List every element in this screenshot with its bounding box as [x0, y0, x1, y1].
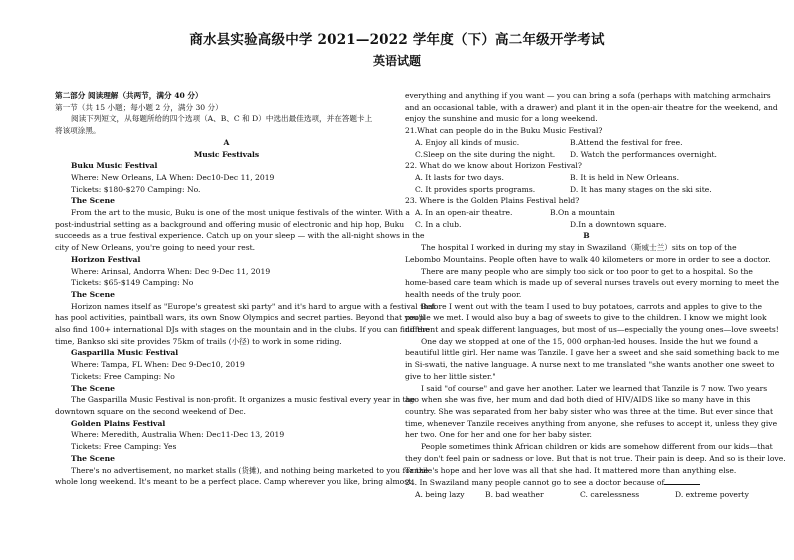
- choice-a: A. Enjoy all kinds of music.: [415, 137, 520, 147]
- scene-line: downtown square on the second weekend of Dec.: [55, 406, 246, 416]
- choice-row: [405, 137, 768, 149]
- choice-row: [405, 489, 768, 501]
- choice-b: B.Attend the festival for free.: [570, 137, 683, 147]
- festival-where: Where: Arinsal, Andorra When: Dec 9-Dec 11, 2019: [71, 266, 271, 276]
- continuation-line: and an occasional table, with a drawer) and plant it in the open-air theatre for the weekend, and: [405, 102, 778, 112]
- choice-row: [405, 219, 768, 231]
- passage-line: Lebombo Mountains. People often have to walk 40 kilometers or more in order to see a doctor.: [405, 254, 771, 264]
- passage-line: I said "of course" and gave her another. Later we learned that Tanzile is 7 now. Two years: [421, 383, 768, 393]
- scene-line: post-industrial setting as a background and offering music of electronic and hip hop, Buku: [55, 219, 405, 229]
- exam-subtitle: 英语试题: [372, 54, 421, 68]
- festival-tickets: Tickets: Free Camping: No: [71, 371, 175, 381]
- passage-line: One day we stopped at one of the 15, 000 orphan-led houses. Inside the hut we found a: [421, 336, 759, 346]
- passage-line: health needs of the truly poor.: [405, 289, 522, 299]
- choice-b: B. bad weather: [485, 489, 544, 499]
- passage-line: they don't feel pain or sadness or love. But that is not true. Their pain is deep. And so is their love.: [405, 453, 786, 463]
- scene-line: has pool activities, paintball wars, its own Snow Olympics and secret parties. Beyond that you'll: [55, 313, 426, 323]
- scene-line: also find 100+ international DJs with stages on the mountain and in the clubs. If you can find the: [55, 325, 430, 335]
- left-column: [55, 90, 436, 488]
- passage-line: The hospital I worked in during my stay in Swaziland（斯威士兰）sits on top of the: [421, 243, 737, 253]
- answer-blank: [664, 476, 700, 485]
- choice-a: A. being lazy: [415, 489, 465, 499]
- festival-tickets: Tickets: $65-$149 Camping: No: [71, 278, 194, 288]
- passage-line: beautiful little girl. Her name was Tanzile. I gave her a sweet and she said something back to me: [405, 348, 780, 358]
- choice-d: D. extreme poverty: [675, 489, 749, 499]
- festival-where: Where: Meredith, Australia When: Dec11-Dec 13, 2019: [71, 430, 285, 440]
- scene-line: The Gasparilla Music Festival is non-profit. It organizes a music festival every year in the: [71, 395, 415, 405]
- passage-line: country. She was separated from her baby sister who was three at the time. But ever since that: [405, 406, 774, 416]
- exam-title: 商水县实验高级中学 2021—2022 学年度（下）高二年级开学考试: [189, 32, 605, 48]
- choice-d: D.In a downtown square.: [570, 219, 667, 229]
- choice-a: A. It lasts for two days.: [415, 172, 504, 182]
- festival-where: Where: New Orleans, LA When: Dec10-Dec 11, 2019: [71, 172, 275, 182]
- continuation-line: enjoy the sunshine and music for a long weekend.: [405, 114, 598, 124]
- choice-row: [405, 184, 768, 196]
- choice-c: C. It provides sports programs.: [415, 184, 536, 194]
- choice-row: [405, 149, 768, 161]
- scene-line: There's no advertisement, no market stalls (货摊), and nothing being marketed to you for the: [71, 465, 429, 475]
- passage-letter: A: [223, 137, 230, 147]
- choice-row: [405, 207, 768, 219]
- scene-label: The Scene: [71, 383, 115, 393]
- choice-d: D. It has many stages on the ski site.: [570, 184, 712, 194]
- passage-line: her two. One for her and one for her baby sister.: [405, 430, 592, 440]
- passage-line: time, whenever Tanzile receives anything from anyone, she refuses to accept it, unless they give: [405, 418, 778, 428]
- part-heading: 第二部分 阅读理解（共两节，满分 40 分）: [55, 91, 203, 100]
- scene-label: The Scene: [71, 289, 115, 299]
- choice-a: A. In an open-air theatre.: [415, 208, 513, 218]
- passage-line: ago when she was five, her mum and dad both died of HIV/AIDS like so many have in this: [405, 395, 751, 405]
- passage-line: Tanzile's hope and her love was all that she had. It mattered more than anything else.: [405, 465, 737, 475]
- festival-name: Buku Music Festival: [71, 161, 158, 171]
- question-stem: [405, 476, 768, 489]
- choice-c: C. In a club.: [415, 219, 462, 229]
- instruction-line: 将该项涂黑。: [55, 126, 101, 136]
- festival-name: Golden Plains Festival: [71, 418, 166, 428]
- question-stem: 23. Where is the Golden Plains Festival held?: [405, 196, 580, 206]
- scene-label: The Scene: [71, 453, 115, 463]
- right-column: [405, 90, 786, 501]
- instruction-line: 阅读下列短文，从每题所给的四个选项（A、B、C 和 D）中选出最佳选项，并在答题卡上: [71, 114, 373, 124]
- scene-line: succeeds as a true festival experience. Catch up on your sleep — with the all-night shows in the: [55, 231, 425, 241]
- festival-tickets: Tickets: Free Camping: Yes: [71, 442, 177, 452]
- choice-row: [405, 172, 768, 184]
- continuation-line: everything and anything if you want — you can bring a sofa (perhaps with matching armchairs: [405, 91, 771, 100]
- scene-line: city of New Orleans, you're going to need your rest.: [55, 243, 256, 253]
- choice-c: C. carelessness: [580, 489, 640, 499]
- festival-where: Where: Tampa, FL When: Dec 9-Dec10, 2019: [71, 360, 245, 370]
- question-stem-text: 24. In Swaziland many people cannot go to see a doctor because of: [405, 478, 665, 488]
- scene-label: The Scene: [71, 196, 115, 206]
- scene-line: time, Bankso ski site provides 75km of trails (小径) to work in some riding.: [55, 336, 342, 346]
- passage-line: There are many people who are simply too sick or too poor to get to a hospital. So the: [421, 266, 753, 276]
- passage-line: people we met. I would also buy a bag of sweets to give to the children. I know we might look: [405, 313, 767, 323]
- scene-line: whole long weekend. It's meant to be a perfect place. Camp wherever you like, bring almost: [55, 477, 412, 487]
- passage-line: home-based care team which is made up of several nurses travels out every morning to meet the: [405, 278, 779, 288]
- passage-letter: B: [583, 231, 590, 241]
- choice-b: B.On a mountain: [550, 208, 615, 218]
- passage-line: in Si-swati, the native language. A nurse next to me translated "she wants another one sweet to: [405, 360, 775, 370]
- passage-title: Music Festivals: [193, 149, 260, 159]
- choice-c: C.Sleep on the site during the night.: [415, 149, 556, 159]
- choice-b: B. It is held in New Orleans.: [570, 172, 679, 182]
- festival-tickets: Tickets: $180-$270 Camping: No.: [71, 184, 201, 194]
- scene-line: From the art to the music, Buku is one of the most unique festivals of the winter. With a: [71, 208, 410, 218]
- question-stem: 22. What do we know about Horizon Festival?: [405, 161, 582, 171]
- passage-line: give to her little sister.": [405, 371, 496, 381]
- section-line: 第一节（共 15 小题；每小题 2 分，满分 30 分）: [55, 102, 223, 112]
- festival-name: Gasparilla Music Festival: [71, 348, 179, 358]
- scene-line: Horizon names itself as "Europe's greatest ski party" and it's hard to argue with a festival that: [71, 301, 436, 311]
- question-stem: 21.What can people do in the Buku Music Festival?: [405, 126, 603, 136]
- festival-name: Horizon Festival: [71, 254, 141, 264]
- passage-line: People sometimes think African children or kids are somehow different from our kids—that: [421, 442, 773, 452]
- passage-line: different and speak different languages, but most of us—especially the young ones—love sweets!: [405, 325, 779, 335]
- choice-d: D. Watch the performances overnight.: [570, 149, 717, 159]
- passage-line: Before I went out with the team I used to buy potatoes, carrots and apples to give to the: [421, 301, 762, 311]
